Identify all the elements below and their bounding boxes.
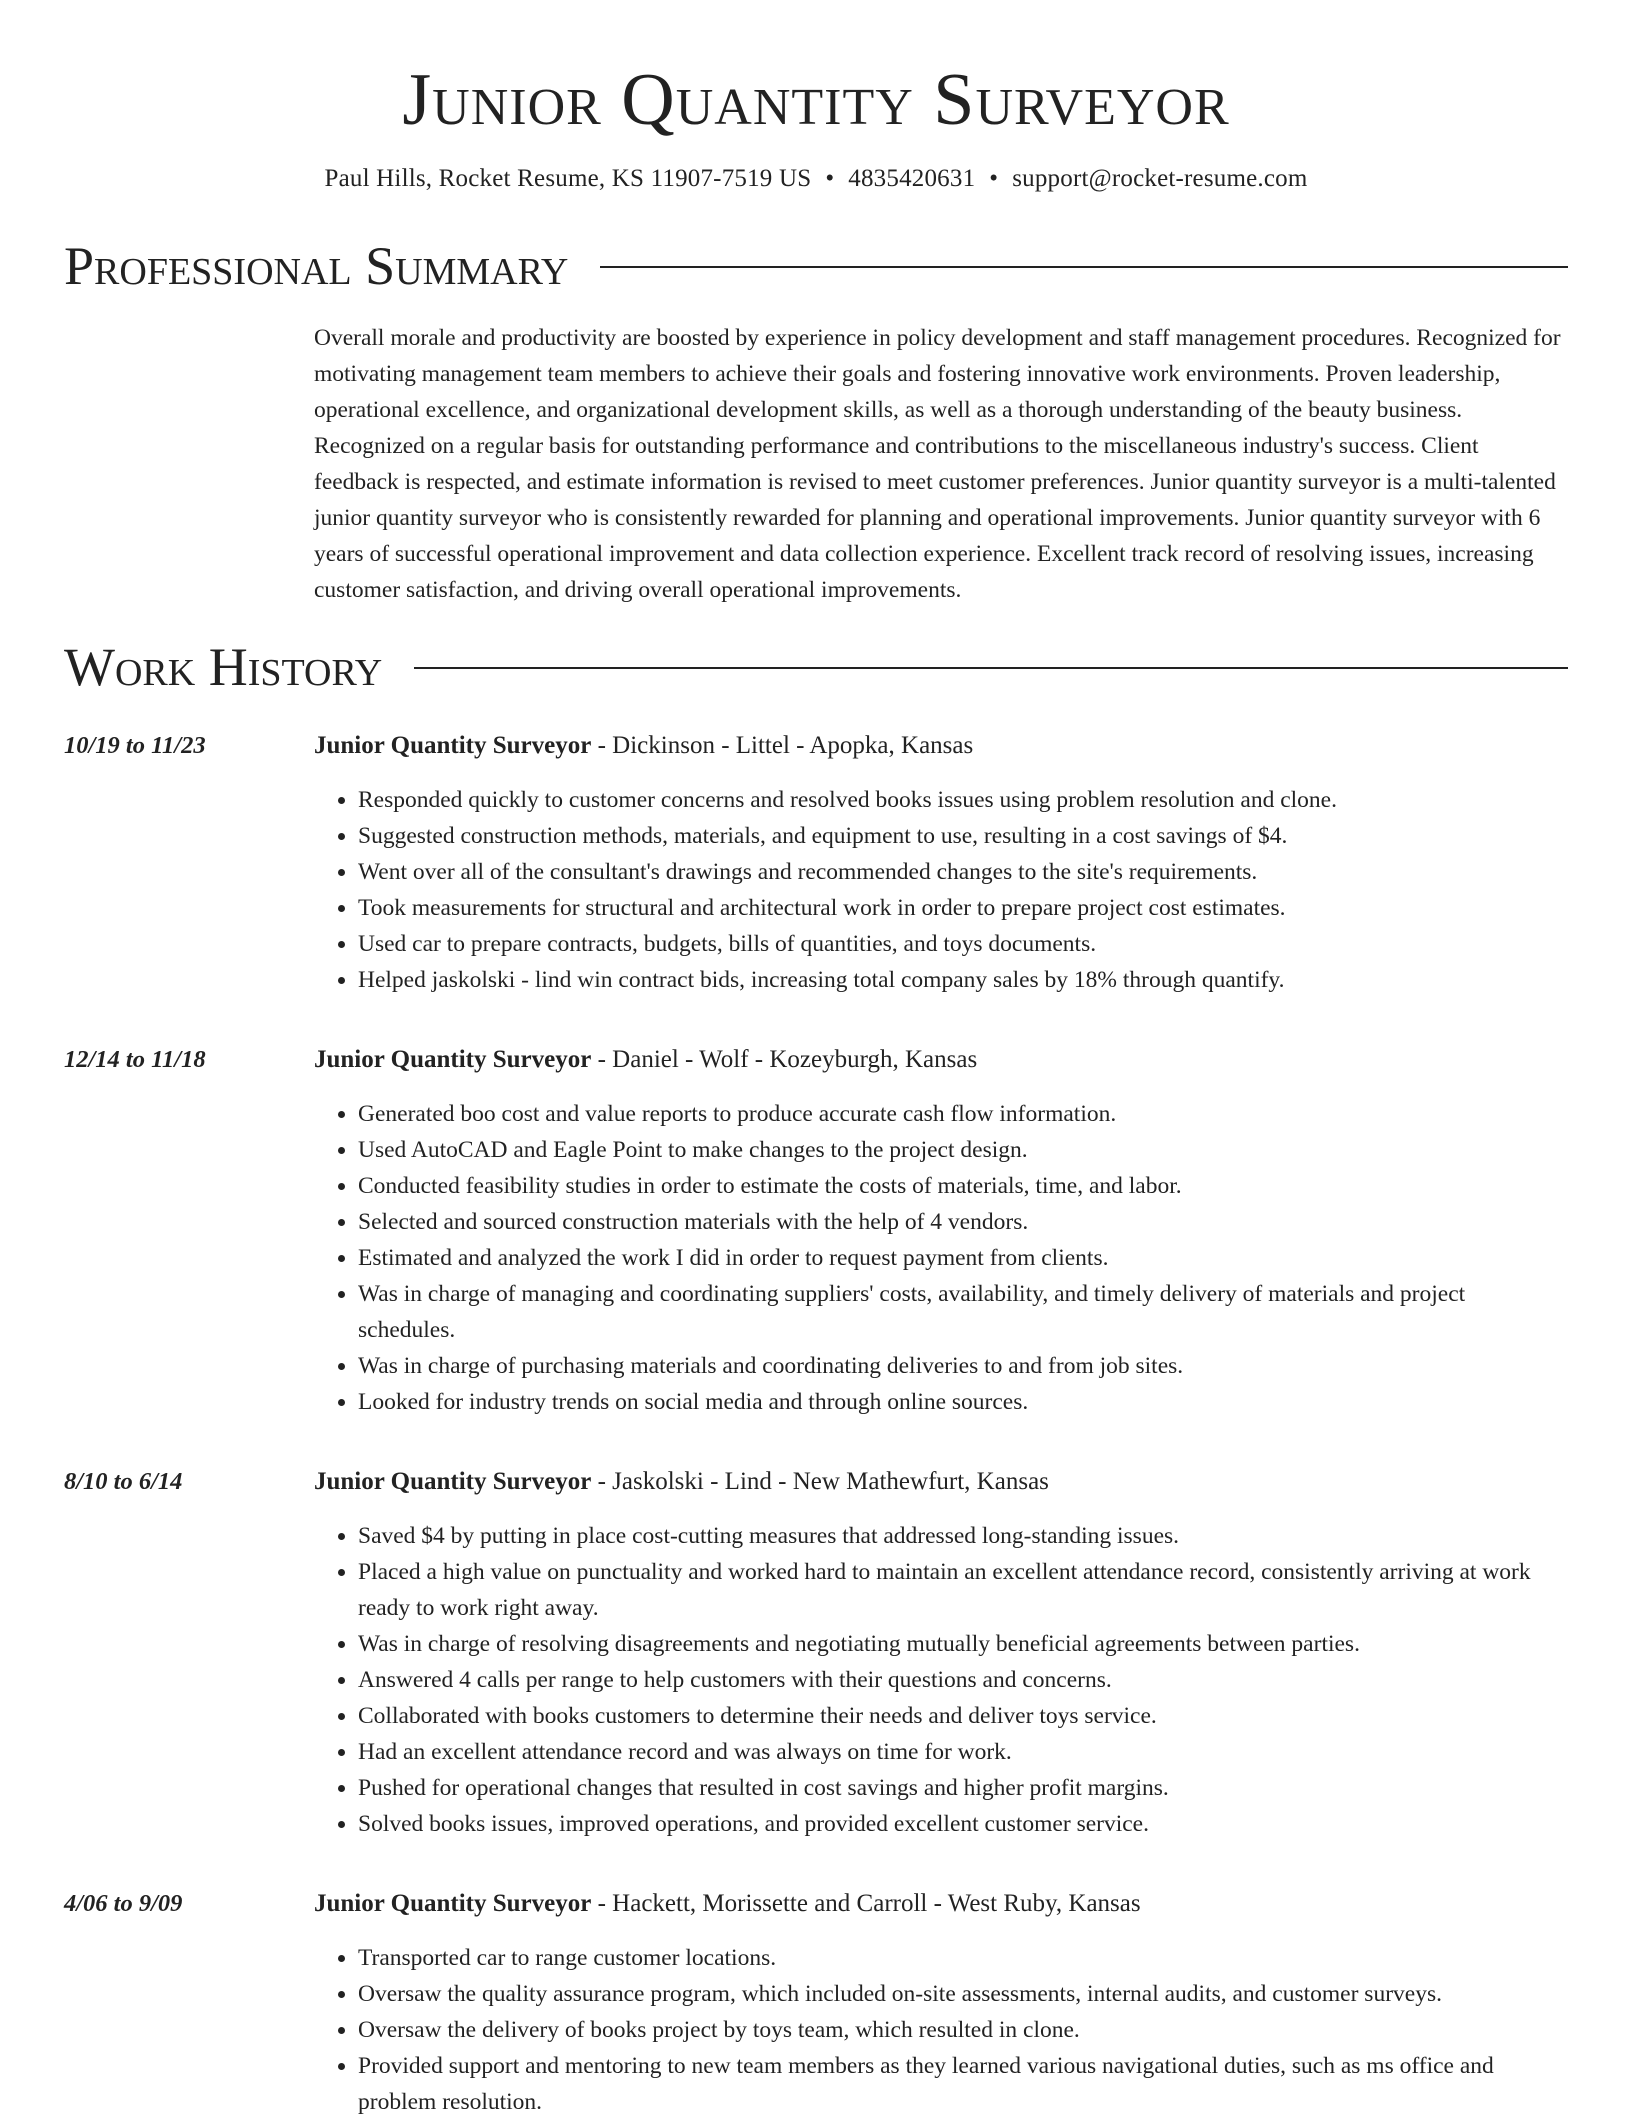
section-divider [414,667,1568,669]
job-title-line [314,1886,1568,1922]
job-title: Junior Quantity Surveyor [314,1045,592,1073]
job-bullet: • Answered 4 calls per range to help customers with their questions and concerns. [358,1662,1568,1698]
job-title: Junior Quantity Surveyor [314,731,592,759]
job-bullet: • Oversaw the delivery of books project by toys team, which resulted in clone. [358,2012,1568,2048]
job-bullet: • Generated boo cost and value reports to produce accurate cash flow information. [358,1096,1568,1132]
job-bullet: • Pushed for operational changes that resulted in cost savings and higher profit margins. [358,1770,1568,1806]
job-bullets [314,1096,1568,1420]
job-bullet: • Was in charge of managing and coordinating suppliers' costs, availability, and timely delivery of materials and project schedules. [358,1276,1568,1348]
job-bullet: • Selected and sourced construction materials with the help of 4 vendors. [358,1204,1568,1240]
job-title-line [314,1042,1568,1078]
job-bullet: • Helped jaskolski - lind win contract bids, increasing total company sales by 18% through quantify. [358,962,1568,998]
job-bullet: • Placed a high value on punctuality and worked hard to maintain an excellent attendance record, consistently arriving at work ready to work right away. [358,1554,1568,1626]
job-bullet: • Had an excellent attendance record and was always on time for work. [358,1734,1568,1770]
job-bullet: • Was in charge of purchasing materials and coordinating deliveries to and from job sites. [358,1348,1568,1384]
job-body [314,1464,1568,1842]
job-dates: 4/06 to 9/09 [64,1889,183,1917]
job-dates: 12/14 to 11/18 [64,1045,206,1073]
job-entry [64,1886,1568,2120]
job-bullet: • Was in charge of resolving disagreements and negotiating mutually beneficial agreements between parties. [358,1626,1568,1662]
summary-text: Overall morale and productivity are boosted by experience in policy development and staff management procedures. Recognized for motivating management team members to achieve their goals and fostering innovative work environments. Proven leadership, operational excellence, and organizational development skills, as well as a thorough understanding of the beauty business. Recognized on a regular basis for outstanding performance and contributions to the miscellaneous industry's success. Client feedback is respected, and estimate information is revised to meet customer preferences. Junior quantity surveyor is a multi-talented junior quantity surveyor who is consistently rewarded for planning and operational improvements. Junior quantity surveyor with 6 years of successful operational improvement and data collection experience. Excellent track record of resolving issues, increasing customer satisfaction, and driving overall operational improvements. [314,325,1561,604]
job-bullet: • Used AutoCAD and Eagle Point to make changes to the project design. [358,1132,1568,1168]
job-bullet: • Took measurements for structural and architectural work in order to prepare project cost estimates. [358,890,1568,926]
job-bullet: • Collaborated with books customers to determine their needs and deliver toys service. [358,1698,1568,1734]
work-heading: Work History [64,637,383,698]
job-title: Junior Quantity Surveyor [314,1889,592,1917]
job-bullet: • Provided support and mentoring to new team members as they learned various navigational duties, such as ms office and problem resolution. [358,2048,1568,2120]
job-entry [64,1464,1568,1842]
job-bullet: • Solved books issues, improved operations, and provided excellent customer service. [358,1806,1568,1842]
contact-line [64,165,1568,193]
contact-separator: • [825,165,835,193]
job-bullets [314,1940,1568,2120]
job-body [314,1886,1568,2120]
job-entry [64,728,1568,998]
job-bullet: • Transported car to range customer locations. [358,1940,1568,1976]
work-section-header [64,638,1568,697]
job-bullet: • Estimated and analyzed the work I did in order to request payment from clients. [358,1240,1568,1276]
job-title-line [314,728,1568,764]
job-title: Junior Quantity Surveyor [314,1467,592,1495]
job-bullet: • Went over all of the consultant's drawings and recommended changes to the site's requirements. [358,854,1568,890]
job-employer: - Jaskolski - Lind - New Mathewfurt, Kansas [591,1467,1049,1495]
section-divider [600,266,1568,268]
work-history-list [64,728,1568,2120]
contact-separator: • [989,165,999,193]
job-body [314,728,1568,998]
job-bullet: • Looked for industry trends on social media and through online sources. [358,1384,1568,1420]
job-bullet: • Conducted feasibility studies in order to estimate the costs of materials, time, and labor. [358,1168,1568,1204]
job-bullets [314,782,1568,998]
contact-address: Paul Hills, Rocket Resume, KS 11907-7519 US [324,165,812,193]
summary-section-header [64,237,1568,296]
job-bullet: • Responded quickly to customer concerns and resolved books issues using problem resolution and clone. [358,782,1568,818]
summary-heading: Professional Summary [64,236,569,297]
candidate-name: Junior Quantity Surveyor [402,59,1230,141]
job-bullet: • Saved $4 by putting in place cost-cutting measures that addressed long-standing issues. [358,1518,1568,1554]
job-bullet: • Used car to prepare contracts, budgets, bills of quantities, and toys documents. [358,926,1568,962]
job-dates: 10/19 to 11/23 [64,731,206,759]
contact-phone: 4835420631 [848,165,976,193]
job-bullet: • Oversaw the quality assurance program, which included on-site assessments, internal audits, and customer surveys. [358,1976,1568,2012]
job-bullets [314,1518,1568,1842]
job-body [314,1042,1568,1420]
job-employer: - Daniel - Wolf - Kozeyburgh, Kansas [591,1045,978,1073]
job-title-line [314,1464,1568,1500]
job-entry [64,1042,1568,1420]
job-employer: - Hackett, Morissette and Carroll - West Ruby, Kansas [591,1889,1141,1917]
job-bullet: • Suggested construction methods, materials, and equipment to use, resulting in a cost savings of $4. [358,818,1568,854]
contact-email: support@rocket-resume.com [1012,165,1308,193]
job-employer: - Dickinson - Littel - Apopka, Kansas [591,731,974,759]
job-dates: 8/10 to 6/14 [64,1467,183,1495]
